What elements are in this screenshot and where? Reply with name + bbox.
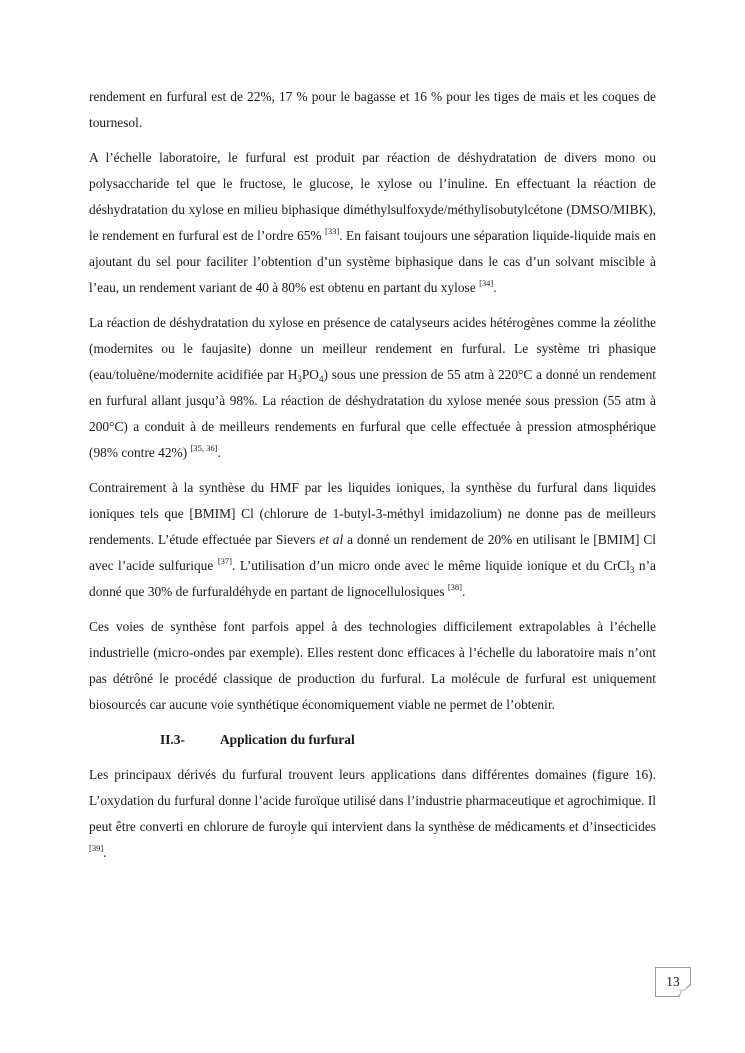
citation-ref: [39] [89, 843, 104, 853]
paragraph-text: . [217, 445, 221, 460]
subscript: 3 [297, 374, 302, 384]
paragraph-2 [89, 145, 656, 301]
paragraph-text: a donné un rendement de 20% en utilisant le [BMIM] Cl avec l’acide sulfurique [89, 532, 656, 573]
paragraph-text: . [103, 845, 107, 860]
paragraph-text: ) sous une pression de 55 atm à 220°C a donné un rendement en furfural allant jusqu’à 98%. La réaction de déshydratation du xylose menée sous pression (55 atm à 200°C) a conduit à de meilleurs rendements en furfural que celle effectuée à pression atmosphérique (98% contre 42%) [89, 367, 656, 460]
subscript: 3 [629, 565, 635, 575]
paragraph-text: n’a donné que 30% de furfuraldéhyde en partant de lignocellulosiques [89, 558, 656, 599]
paragraph-text: PO [301, 367, 319, 382]
paragraph-6 [89, 762, 656, 866]
paragraph-text: . [493, 280, 497, 295]
paragraph-text: Contrairement à la synthèse du HMF par les liquides ioniques, la synthèse du furfural dans liquides ioniques tels que [BMIM] Cl (chlorure de 1-butyl-3-méthyl imidazolium) ne donne pas de meilleurs rendements. L’étude effectuée par Sievers [89, 480, 656, 547]
paragraph-text: rendement en furfural est de 22%, 17 % pour le bagasse et 16 % pour les tiges de mais et les coques de tournesol. [89, 89, 656, 130]
page-number-box-edge [655, 996, 679, 997]
section-number: II.3- [160, 732, 185, 747]
citation-ref: [35, 36] [190, 443, 218, 453]
italic-text: et al [319, 532, 344, 547]
section-title: Application du furfural [220, 732, 355, 747]
paragraph-text: Les principaux dérivés du furfural trouvent leurs applications dans différentes domaines (figure 16). L’oxydation du furfural donne l’acide furoïque utilisé dans l’industrie pharmaceutique et agrochimique. Il peut être converti en chlorure de furoyle qui intervient dans la synthèse de médicaments et d’insecticides [89, 767, 656, 834]
paragraph-text: La réaction de déshydratation du xylose en présence de catalyseurs acides hétérogènes comme la zéolithe (modernites ou le faujasite) donne un meilleur rendement en furfural. Le système tri phasique (eau/toluène/modernite acidifiée par H [89, 315, 656, 382]
citation-ref: [33] [325, 226, 340, 236]
citation-ref: [34] [479, 278, 494, 288]
paragraph-text: Ces voies de synthèse font parfois appel à des technologies difficilement extrapolables à l’échelle industrielle (micro-ondes par exemple). Elles restent donc efficaces à l’échelle du laboratoire mais n’ont pas détrôné le procédé classique de production du furfural. La molécule de furfural est uniquement biosourcés car aucune voie synthétique économiquement viable ne permet de l’obtenir. [89, 619, 656, 712]
paragraph-4 [89, 475, 656, 605]
paragraph-text: . [462, 584, 466, 599]
section-heading [89, 727, 656, 753]
citation-ref: [37] [217, 556, 233, 566]
document-body [89, 84, 656, 875]
paragraph-text: . En faisant toujours une séparation liquide-liquide mais en ajoutant du sel pour faciliter l’obtention d’un système biphasique dans le cas d’un solvant miscible à l’eau, un rendement variant de 40 à 80% est obtenu en partant du xylose [89, 228, 656, 295]
citation-ref: [38] [447, 582, 462, 592]
subscript: 4 [318, 374, 324, 384]
paragraph-3 [89, 310, 656, 466]
paragraph-text: A l’échelle laboratoire, le furfural est produit par réaction de déshydratation de divers mono ou polysaccharide tel que le fructose, le glucose, le xylose ou l’inuline. En effectuant la réaction de déshydratation du xylose en milieu biphasique diméthylsulfoxyde/méthylisobutylcétone (DMSO/MIBK), le rendement en furfural est de l’ordre 65% [89, 150, 656, 243]
paragraph-5 [89, 614, 656, 718]
paragraph-text: . L’utilisation d’un micro onde avec le même liquide ionique et du CrCl [232, 558, 630, 573]
paragraph-1 [89, 84, 656, 136]
page-number: 13 [666, 974, 680, 989]
